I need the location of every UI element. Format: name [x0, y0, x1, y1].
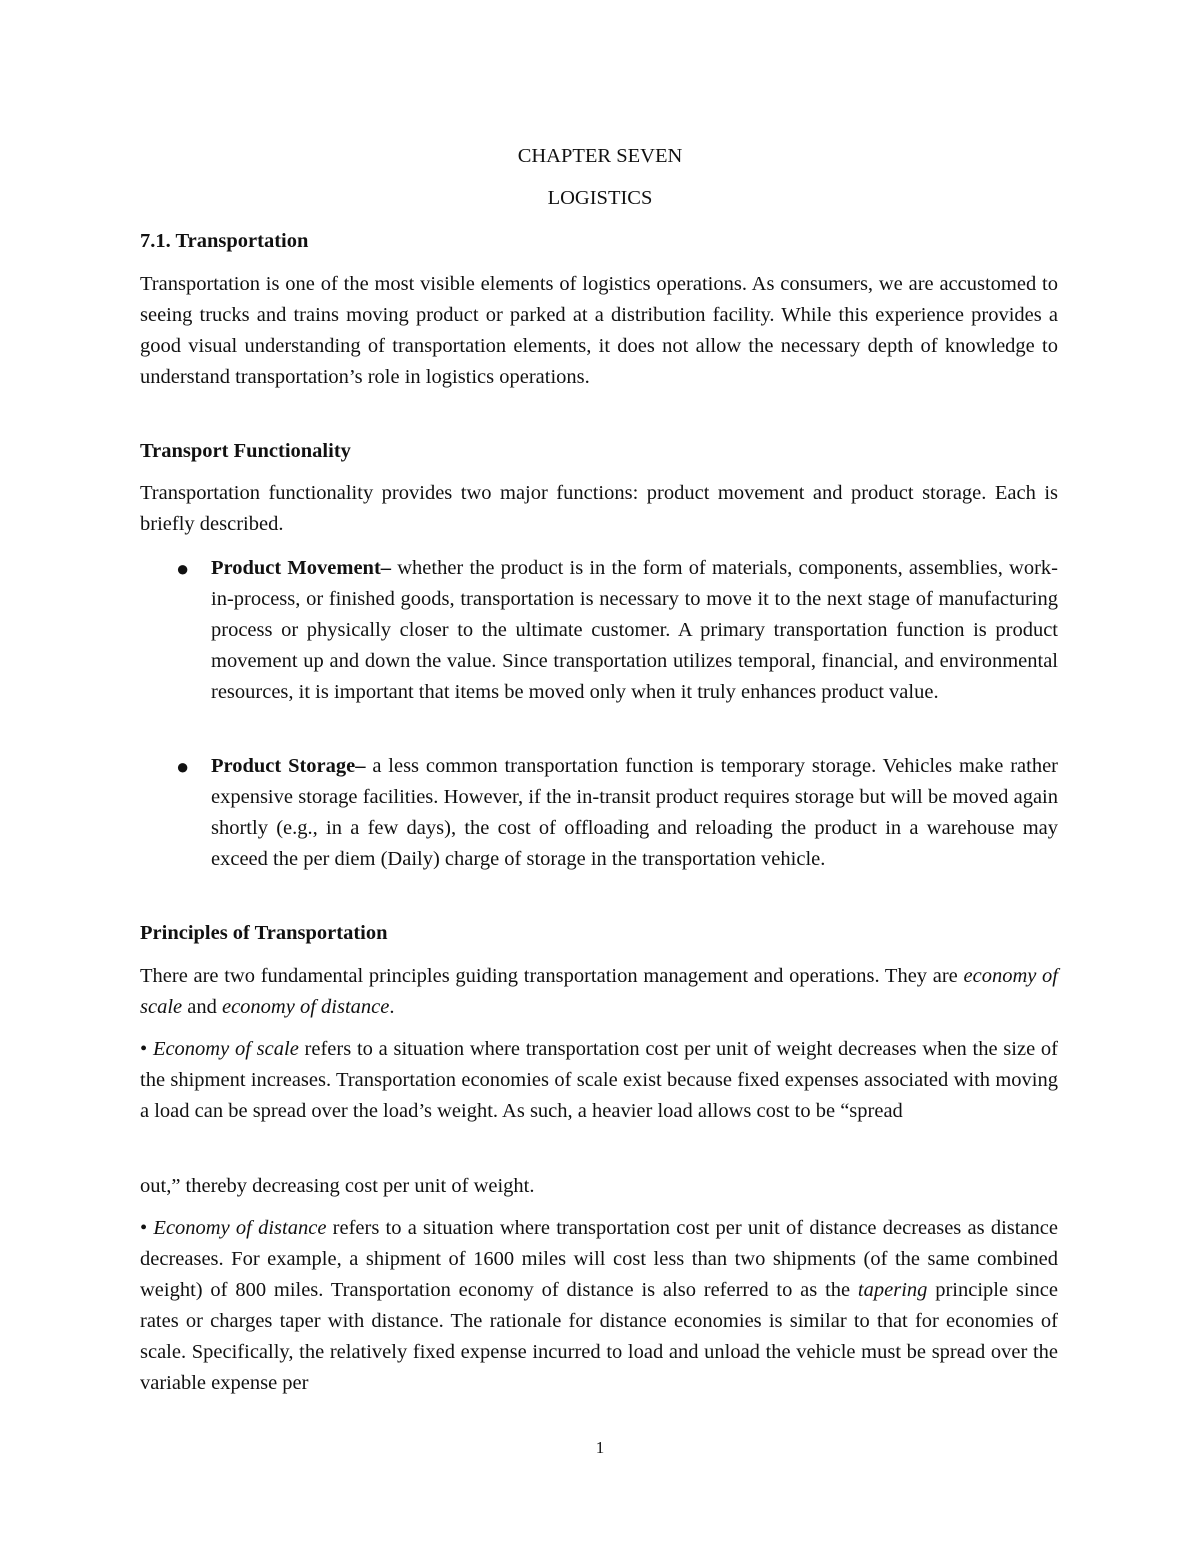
text: and [182, 996, 222, 1018]
section-heading: 7.1. Transportation [140, 230, 309, 252]
bullet-product-movement [211, 553, 1058, 708]
bullet-icon: ● [176, 556, 190, 581]
functionality-paragraph: Transportation functionality provides two major functions: product movement and product storage. Each is briefly described. [140, 482, 1058, 535]
term: economy of distance [221, 996, 390, 1018]
bullet-icon: • [140, 1217, 154, 1239]
bullet-icon: • [140, 1038, 153, 1060]
text: refers to a situation where transportation cost per unit of weight decreases when the size of the shipment increases. Transportation economies of scale exist because fixed expenses associated with moving a load can be spread over the load’s weight. As such, a heavier load allows cost to be “spread [140, 1038, 1058, 1122]
chapter-title: LOGISTICS [547, 187, 653, 209]
text: principle since rates or charges taper with distance. The rationale for distance economies is similar to that for economies of scale. Specifically, the relatively fixed expense incurred to load and unload the vehicle must be spread over the variable expense per [140, 1279, 1058, 1394]
text: refers to a situation where transportation cost per unit of distance decreases as distance decreases. For example, a shipment of 1600 miles will cost less than two shipments (of the same combined weight) of 800 miles. Transportation economy of distance is also referred to as the [140, 1217, 1058, 1301]
term: economy of scale [140, 965, 1059, 1018]
bullet-term: Product Storage– [211, 755, 366, 777]
functionality-heading: Transport Functionality [140, 440, 351, 462]
economy-of-distance-paragraph [140, 1213, 1058, 1399]
bullet-text: whether the product is in the form of materials, components, assemblies, work-in-process, or finished goods, transportation is necessary to move it to the next stage of manufacturing process or physically closer to the ultimate customer. A primary transportation function is product movement up and down the value. Since transportation utilizes temporal, financial, and environmental resources, it is important that items be moved only when it truly enhances product value. [211, 557, 1058, 703]
bullet-term: Product Movement– [211, 557, 392, 579]
principles-paragraph [140, 961, 1058, 1023]
bullet-text: a less common transportation function is temporary storage. Vehicles make rather expensive storage facilities. However, if the in-transit product requires storage but will be moved again shortly (e.g., in a few days), the cost of offloading and reloading the product in a warehouse may exceed the per diem (Daily) charge of storage in the transportation vehicle. [211, 755, 1058, 870]
term: tapering [857, 1279, 928, 1301]
term: Economy of scale [152, 1038, 299, 1060]
intro-paragraph: Transportation is one of the most visible elements of logistics operations. As consumers, we are accustomed to seeing trucks and trains moving product or parked at a distribution facility. While this experience provides a good visual understanding of transportation elements, it does not allow the necessary depth of knowledge to understand transportation’s role in logistics operations. [140, 273, 1058, 388]
page-number: 1 [595, 1438, 605, 1457]
chapter-heading: CHAPTER SEVEN [517, 145, 683, 167]
term: Economy of distance [153, 1217, 327, 1239]
bullet-product-storage [211, 751, 1058, 875]
bullet-icon: ● [176, 754, 190, 779]
principles-heading: Principles of Transportation [140, 922, 388, 944]
text: There are two fundamental principles guiding transportation management and operations. They are [140, 965, 964, 987]
text: . [389, 996, 395, 1018]
economy-of-scale-continuation: out,” thereby decreasing cost per unit of weight. [140, 1175, 535, 1197]
economy-of-scale-paragraph [140, 1034, 1058, 1127]
